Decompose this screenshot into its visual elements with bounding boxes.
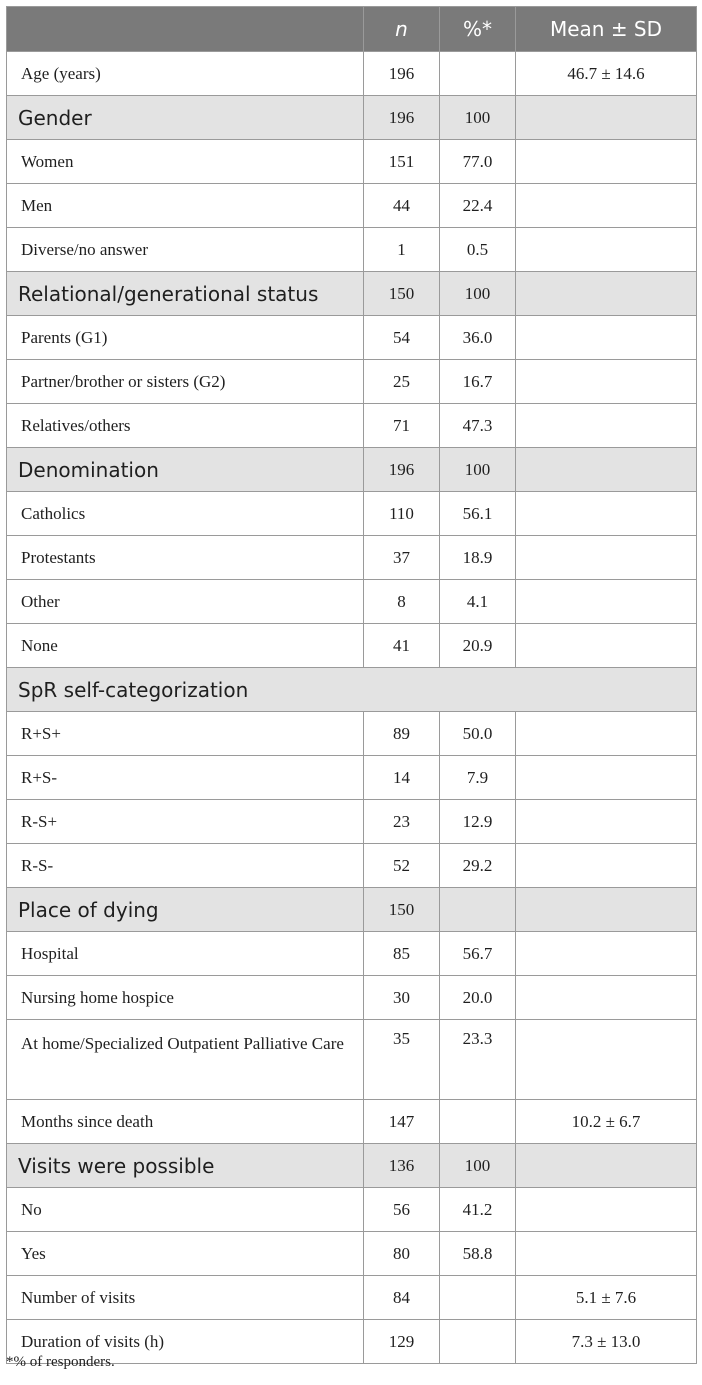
- cell-mean-sd: [516, 360, 697, 404]
- cell-mean-sd: [516, 140, 697, 184]
- cell-percent: 56.7: [440, 932, 516, 976]
- table-row: [7, 360, 697, 404]
- table-row: [7, 712, 697, 756]
- cell-n: 150: [364, 888, 440, 932]
- header-n: n: [364, 7, 440, 52]
- section-row: [7, 1144, 697, 1188]
- cell-mean-sd: [516, 624, 697, 668]
- row-label: None: [7, 624, 364, 668]
- table-row: [7, 756, 697, 800]
- cell-n: 151: [364, 140, 440, 184]
- row-label: Men: [7, 184, 364, 228]
- cell-percent: 47.3: [440, 404, 516, 448]
- cell-n: 41: [364, 624, 440, 668]
- cell-mean-sd: [516, 404, 697, 448]
- table-row: [7, 404, 697, 448]
- table-header: [7, 7, 697, 52]
- table-body: [7, 52, 697, 1364]
- cell-percent: [440, 52, 516, 96]
- cell-n: 14: [364, 756, 440, 800]
- cell-n: 37: [364, 536, 440, 580]
- section-row: [7, 668, 697, 712]
- cell-mean-sd: [516, 96, 697, 140]
- table-row: [7, 492, 697, 536]
- table-footnote: *% of responders.: [6, 1354, 115, 1370]
- table-row: [7, 1188, 697, 1232]
- cell-n: 52: [364, 844, 440, 888]
- cell-percent: 56.1: [440, 492, 516, 536]
- table-row: [7, 184, 697, 228]
- cell-percent: 58.8: [440, 1232, 516, 1276]
- cell-mean-sd: [516, 536, 697, 580]
- cell-n: 56: [364, 1188, 440, 1232]
- cell-percent: 77.0: [440, 140, 516, 184]
- cell-percent: 100: [440, 96, 516, 140]
- row-label: Months since death: [7, 1100, 364, 1144]
- cell-n: 110: [364, 492, 440, 536]
- section-row: [7, 272, 697, 316]
- cell-n: 84: [364, 1276, 440, 1320]
- table-row: [7, 1276, 697, 1320]
- table-row: [7, 228, 697, 272]
- cell-n: 8: [364, 580, 440, 624]
- cell-percent: 50.0: [440, 712, 516, 756]
- cell-mean-sd: [516, 1188, 697, 1232]
- cell-n: 44: [364, 184, 440, 228]
- row-label: Relatives/others: [7, 404, 364, 448]
- cell-percent: 41.2: [440, 1188, 516, 1232]
- cell-percent: [440, 1100, 516, 1144]
- cell-percent: 18.9: [440, 536, 516, 580]
- cell-percent: 100: [440, 448, 516, 492]
- row-label: Protestants: [7, 536, 364, 580]
- cell-n: 30: [364, 976, 440, 1020]
- cell-mean-sd: [516, 756, 697, 800]
- cell-mean-sd: [516, 228, 697, 272]
- cell-mean-sd: [516, 184, 697, 228]
- header-mean-sd: Mean ± SD: [516, 7, 697, 52]
- cell-n: 54: [364, 316, 440, 360]
- cell-mean-sd: 10.2 ± 6.7: [516, 1100, 697, 1144]
- section-label: Visits were possible: [7, 1144, 364, 1188]
- cell-n: 25: [364, 360, 440, 404]
- cell-n: 147: [364, 1100, 440, 1144]
- table-row: [7, 536, 697, 580]
- cell-n: 196: [364, 52, 440, 96]
- cell-n: 150: [364, 272, 440, 316]
- section-label: Relational/generational status: [7, 272, 364, 316]
- cell-percent: [440, 1320, 516, 1364]
- cell-mean-sd: [516, 272, 697, 316]
- cell-mean-sd: 7.3 ± 13.0: [516, 1320, 697, 1364]
- cell-mean-sd: [516, 492, 697, 536]
- cell-mean-sd: [516, 976, 697, 1020]
- table-row: [7, 800, 697, 844]
- cell-n: 196: [364, 448, 440, 492]
- row-label: Age (years): [7, 52, 364, 96]
- row-label: R-S-: [7, 844, 364, 888]
- row-label: Women: [7, 140, 364, 184]
- cell-n: 136: [364, 1144, 440, 1188]
- cell-percent: 29.2: [440, 844, 516, 888]
- row-label: No: [7, 1188, 364, 1232]
- cell-percent: 4.1: [440, 580, 516, 624]
- cell-n: 35: [364, 1020, 440, 1100]
- cell-percent: 7.9: [440, 756, 516, 800]
- row-label: Catholics: [7, 492, 364, 536]
- row-label: Duration of visits (h): [7, 1320, 364, 1364]
- cell-n: 1: [364, 228, 440, 272]
- table-row: [7, 140, 697, 184]
- row-label: Other: [7, 580, 364, 624]
- section-label: SpR self-categorization: [7, 668, 697, 712]
- cell-n: 80: [364, 1232, 440, 1276]
- table-row: [7, 580, 697, 624]
- cell-mean-sd: [516, 844, 697, 888]
- cell-percent: [440, 888, 516, 932]
- row-label: Diverse/no answer: [7, 228, 364, 272]
- cell-n: 23: [364, 800, 440, 844]
- section-label: Denomination: [7, 448, 364, 492]
- cell-percent: 0.5: [440, 228, 516, 272]
- cell-percent: 20.9: [440, 624, 516, 668]
- row-label: Partner/brother or sisters (G2): [7, 360, 364, 404]
- cell-n: 71: [364, 404, 440, 448]
- row-label: At home/Specialized Outpatient Palliative Care: [7, 1020, 364, 1100]
- row-label: R+S+: [7, 712, 364, 756]
- cell-percent: 23.3: [440, 1020, 516, 1100]
- section-label: Place of dying: [7, 888, 364, 932]
- cell-mean-sd: [516, 888, 697, 932]
- section-row: [7, 448, 697, 492]
- table-row: [7, 52, 697, 96]
- row-label: Parents (G1): [7, 316, 364, 360]
- cell-mean-sd: 5.1 ± 7.6: [516, 1276, 697, 1320]
- cell-mean-sd: [516, 932, 697, 976]
- cell-mean-sd: [516, 1020, 697, 1100]
- cell-mean-sd: [516, 1232, 697, 1276]
- table-row: [7, 844, 697, 888]
- header-label-column: [7, 7, 364, 52]
- section-row: [7, 96, 697, 140]
- cell-mean-sd: [516, 580, 697, 624]
- table-row: [7, 932, 697, 976]
- row-label: R-S+: [7, 800, 364, 844]
- cell-percent: 12.9: [440, 800, 516, 844]
- cell-percent: 100: [440, 272, 516, 316]
- cell-percent: 100: [440, 1144, 516, 1188]
- table-row: [7, 316, 697, 360]
- cell-n: 129: [364, 1320, 440, 1364]
- section-row: [7, 888, 697, 932]
- demographics-table: [6, 6, 697, 1364]
- header-row: [7, 7, 697, 52]
- header-percent: %*: [440, 7, 516, 52]
- cell-mean-sd: [516, 1144, 697, 1188]
- table-row: [7, 976, 697, 1020]
- cell-n: 89: [364, 712, 440, 756]
- cell-n: 196: [364, 96, 440, 140]
- cell-percent: 36.0: [440, 316, 516, 360]
- table-row: [7, 624, 697, 668]
- table-row: [7, 1100, 697, 1144]
- cell-mean-sd: [516, 712, 697, 756]
- section-label: Gender: [7, 96, 364, 140]
- cell-mean-sd: [516, 800, 697, 844]
- row-label: R+S-: [7, 756, 364, 800]
- table-row: [7, 1232, 697, 1276]
- table-row: [7, 1020, 697, 1100]
- cell-mean-sd: [516, 448, 697, 492]
- cell-percent: [440, 1276, 516, 1320]
- cell-percent: 16.7: [440, 360, 516, 404]
- table-container: [6, 6, 696, 1364]
- cell-mean-sd: 46.7 ± 14.6: [516, 52, 697, 96]
- row-label: Yes: [7, 1232, 364, 1276]
- row-label: Number of visits: [7, 1276, 364, 1320]
- cell-n: 85: [364, 932, 440, 976]
- row-label: Hospital: [7, 932, 364, 976]
- cell-percent: 22.4: [440, 184, 516, 228]
- row-label: Nursing home hospice: [7, 976, 364, 1020]
- cell-percent: 20.0: [440, 976, 516, 1020]
- cell-mean-sd: [516, 316, 697, 360]
